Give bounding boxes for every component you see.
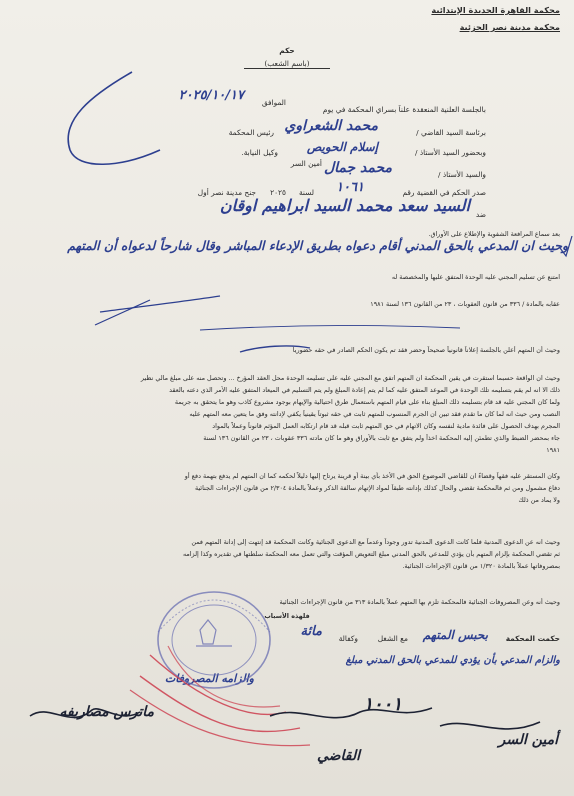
after-hearing: بعد سماع المرافعة الشفوية والإطلاع على الأوراق.	[428, 230, 560, 238]
civil-verdict-handwritten: والزام المدعي بأن يؤدي للمدعي بالحق المدني مبلغ	[345, 655, 560, 666]
session-date-handwritten: ٢٠٢٥/١٠/١٧	[178, 88, 244, 103]
prosecutor-name-handwritten: إسلام الحويص	[306, 140, 378, 154]
facts-line-1: وحيث ان الواقعة حسبما استقرت في يقين المحكمة ان المتهم اتفق مع المجني عليه على تسليمه الوحدة محل العقد المؤرخ ... وتحصل منه على مبلغ مالي نظير	[140, 374, 560, 382]
year-label: لسنة	[298, 188, 314, 197]
attendance-prefix: وبحضور السيد الأستاذ /	[415, 148, 486, 157]
conclusion-line-3: ولا يماد من ذلك	[518, 496, 560, 504]
defendant-name-handwritten: السيد سعد محمد السيد ابراهيم اوقان	[219, 196, 470, 215]
secretary-suffix: أمين السر	[290, 159, 322, 168]
facts-year: ١٩٨١	[546, 446, 560, 454]
facts-line-5: المجرم بهدف الحصول على فائدة مادية لنفسه وكان الاتهام في حق المتهم ثابت قبله قد قام ارتكابه العمل المؤثم قانوناً وعملاً بالمواد	[212, 422, 560, 430]
pen-slash	[95, 300, 150, 325]
case-year: ٢٠٢٥	[270, 188, 286, 197]
case-issued-text: صدر الحكم في القضية رقم	[402, 188, 486, 197]
session-intro: بالجلسة العلنية المنعقدة علناً بسراي المحكمة في يوم	[322, 105, 486, 114]
facts-line-2: ذلك الا انه لم يقم بتسليمه تلك الوحدة في الموعد المتفق عليه كما لم يتم إعادة المبلغ ولم يتم التسليم في الميعاد المتفق عليه الأمر الذي دعته بالعقد	[169, 386, 560, 394]
conclusion-line-1: وكان المستقر عليه فقهاً وقضاءً ان للقاضي الموضوع الحق في الأخذ بأي بينة أو قرينة يرتاح إليها دليلاً لحكمه كما ان المتهم لم يدفع بتهمة دفع أو	[184, 472, 560, 480]
judgment-title: حكم	[279, 46, 295, 55]
court-name-primary: محكمة القاهرة الجديدة الإبتدائية	[431, 5, 560, 15]
conclusion-line-2: دفاع مشمول ومن ثم فالمحكمة تقضي والحال كذلك بإدانته طبقاً لمواد الإتهام سالفة الذكر وعملاً بالمادة ٢/٣٠٤ من قانون الإجراءات الجنائية	[194, 484, 560, 492]
refused-to-deliver: امتنع عن تسليم المجني عليه الوحدة المتفق عليها والمخصصة له	[391, 273, 560, 281]
fees-note-handwritten: ماترس مصاريفه	[59, 704, 154, 720]
penal-articles: عقابه بالمادة / ٣٣٦ من قانون العقوبات ، ٢٣ من القانون ١٣٦ لسنة ١٩٨١	[370, 300, 560, 308]
facts-line-3: ولما كان المجني عليه قد قام بتسليمه ذلك المبلغ بناء على قيام المتهم باستعمال طرق احتيالية والإيهام بوجود مشروع كاذب وهو ما يتحقق به جريمة	[174, 398, 560, 406]
civil-line-2: ثم تقضي المحكمة بإلزام المتهم بأن يؤدي للمدعي بالحق المدني مبلغ التعويض المؤقت والتي تعمل معه المحكمة سلطتها في تقديره وكذا إلزامه	[182, 550, 560, 558]
verdict-handwritten: بحبس المتهم	[422, 628, 488, 642]
court-name-secondary: محكمة مدينة نصر الجزئية	[459, 22, 560, 32]
date-label: الموافق	[261, 98, 286, 107]
judge-name-handwritten: محمد الشعراوي	[284, 118, 378, 134]
costs-verdict-handwritten: والزامه المصروفات	[164, 672, 254, 685]
secretary-signature: أمين السر	[498, 732, 558, 748]
civil-line-3: بمصروفاتها عملاً بالمادة ١/٣٢٠ من قانون الإجراءات الجنائية.	[402, 562, 560, 570]
signature-scrawl-right	[440, 722, 540, 729]
secretary-prefix: والسيد الأستاذ /	[438, 170, 486, 179]
pen-scribble-top	[68, 72, 160, 164]
court-type: جنح مدينة نصر أول	[197, 188, 256, 197]
bail-amount-handwritten: مائة	[300, 624, 322, 639]
compensation-amount-handwritten: ١٠٠١	[363, 694, 402, 715]
bail-label: وكفالة	[338, 634, 358, 643]
case-number-handwritten: ١٠٦١	[336, 180, 364, 195]
facts-line-4: النصب ومن حيث انه لما كان ما تقدم فقد تبين ان الجرم المنسوب للمتهم ثابت في حقه ثبوتاً يقينياً يكفي لإدانته وفق ما يتعين معه المتهم عليه	[189, 410, 560, 418]
court-ruled: حكمت المحكمة	[505, 634, 560, 643]
criminal-costs: وحيث أنه وعن المصروفات الجنائية فالمحكمة تلزم بها المتهم عملاً بالمادة ٣١٣ من قانون الإجراءات الجنائية	[279, 598, 560, 606]
presidency-prefix: برئاسة السيد القاضي /	[416, 128, 486, 137]
for-these-reasons: فلهذه الأسباب	[264, 612, 310, 620]
claim-statement-handwritten: وحيث ان المدعي بالحق المدني أقام دعواه بطريق الإدعاء المباشر وقال شارحاً لدعواه أن المتهم	[67, 238, 568, 253]
attendance-suffix: وكيل النيابة.	[241, 148, 278, 157]
presidency-suffix: رئيس المحكمة	[228, 128, 274, 137]
secretary-name-handwritten: محمد جمال	[323, 160, 392, 176]
with-labor: مع الشغل	[377, 634, 408, 643]
against-label: ضد	[475, 210, 486, 219]
civil-line-1: وحيث انه عن الدعوى المدنية فلما كانت الدعوى المدنية تدور وجوداً وعدماً مع الدعوى الجنائية وكانت المحكمة قد إنتهت إلى إدانة المتهم فمن	[191, 538, 560, 546]
pen-line	[200, 325, 460, 330]
notification-paragraph: وحيث أن المتهم أعلن بالجلسة إعلاناً قانونياً صحيحاً وحضر فقد تم يكون الحكم الصادر في حقه حضورياً	[292, 346, 560, 354]
judge-signature: القاضي	[316, 748, 360, 764]
in-the-name-of-the-people: (باسم الشعب)	[244, 59, 330, 69]
facts-line-6: جاء بمحضر الضبط والذي تطمئن إليه المحكمة اخذاً ولم يتفق مع ثابت بالأوراق وهو ما كان مادته ٣٣٦ عقوبات ، ٢٣ من القانون ١٣٦ لسنة	[203, 434, 560, 442]
